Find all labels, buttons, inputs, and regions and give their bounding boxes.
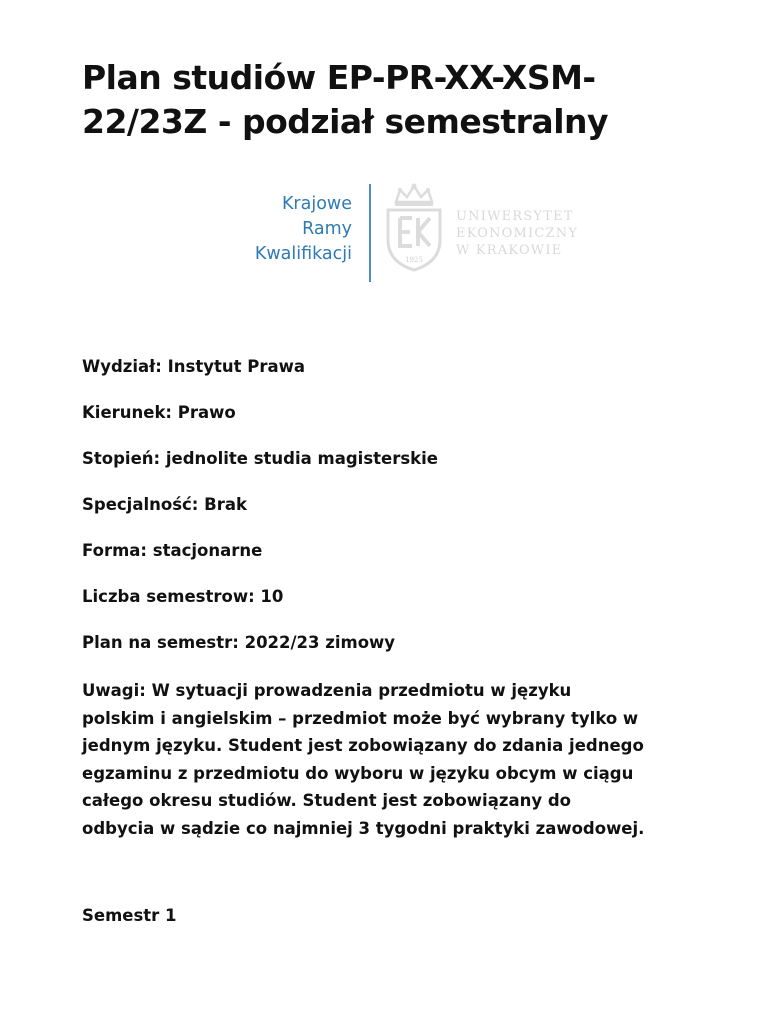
uek-line: W KRAKOWIE: [456, 243, 563, 258]
notes-line: egzaminu z przedmiotu do wyboru w języku obcym w ciągu: [82, 763, 634, 783]
krk-line: Ramy: [302, 219, 352, 239]
logo-divider: [369, 184, 371, 282]
uek-line: EKONOMICZNY: [456, 226, 579, 241]
notes-line: Uwagi: W sytuacji prowadzenia przedmiotu w języku: [82, 681, 572, 700]
field-degree: Stopień: jednolite studia magisterskie: [82, 449, 438, 468]
notes-line: odbycia w sądzie co najmniej 3 tygodni praktyki zawodowej.: [82, 818, 645, 838]
field-specialization: Specjalność: Brak: [82, 495, 247, 514]
notes-line: jednym języku. Student jest zobowiązany do zdania jednego: [82, 736, 644, 755]
uek-logo-text: [456, 208, 578, 259]
institution-logo: [244, 182, 604, 286]
section-heading-semester: Semestr 1: [82, 906, 177, 925]
page-title: [82, 56, 682, 144]
notes-paragraph: [82, 677, 702, 842]
uek-crest-icon: [382, 182, 446, 272]
field-semester-count: Liczba semestrow: 10: [82, 587, 284, 606]
krk-line: Kwalifikacji: [254, 244, 352, 264]
krk-line: Krajowe: [281, 194, 352, 214]
field-major: Kierunek: Prawo: [82, 403, 236, 422]
notes-line: polskim i angielskim – przedmiot może być wybrany tylko w: [82, 708, 639, 728]
page-title-line-2: 22/23Z - podział semestralny: [82, 102, 609, 141]
uek-line: UNIWERSYTET: [456, 209, 574, 224]
field-study-mode: Forma: stacjonarne: [82, 541, 263, 560]
field-faculty: Wydział: Instytut Prawa: [82, 357, 305, 376]
notes-line: całego okresu studiów. Student jest zobowiązany do: [82, 791, 571, 810]
field-semester-plan: Plan na semestr: 2022/23 zimowy: [82, 633, 396, 652]
page-title-line-1: Plan studiów EP-PR-XX-XSM-: [82, 58, 596, 97]
krk-logo-text: [244, 192, 352, 267]
uek-year: 1925: [405, 256, 423, 264]
